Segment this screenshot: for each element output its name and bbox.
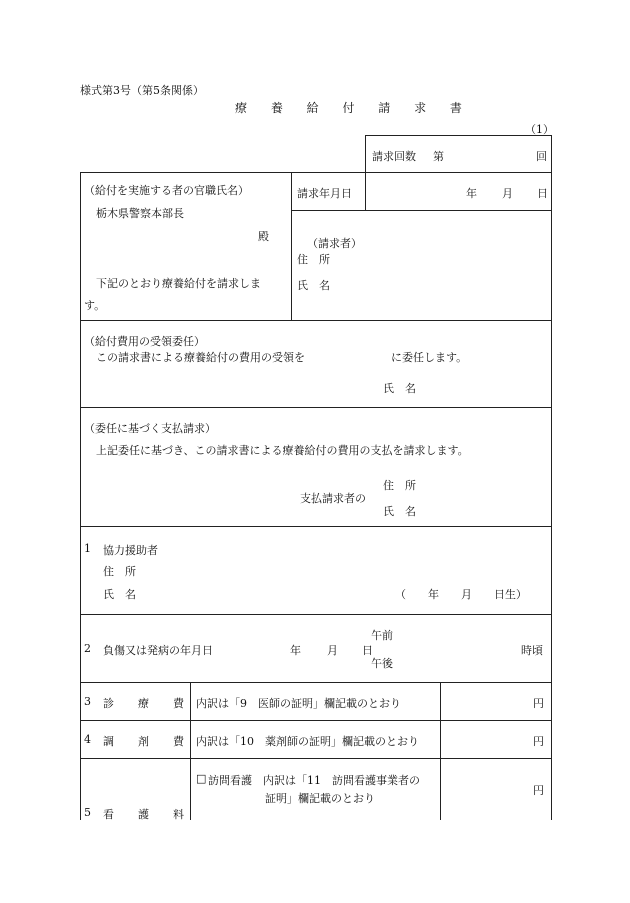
border-date-bottom bbox=[291, 210, 551, 211]
delegation-heading: （給付費用の受領委任） bbox=[84, 335, 205, 348]
claim-date-day: 日 bbox=[537, 187, 548, 200]
section1-name-label: 氏 名 bbox=[103, 588, 136, 601]
recipient-name: 栃木県警察本部長 bbox=[96, 207, 184, 220]
section2-time: 時頃 bbox=[521, 644, 543, 657]
payment-name-label: 氏 名 bbox=[383, 505, 416, 518]
section5-detail-line2: 証明」欄記載のとおり bbox=[265, 792, 375, 805]
border-payment-bottom bbox=[80, 526, 551, 527]
section5-label: 看 護 料 bbox=[103, 808, 184, 821]
request-line-1: 下記のとおり療養給付を請求しま bbox=[96, 277, 261, 290]
border-top-claim-count bbox=[365, 135, 551, 136]
claim-count-prefix: 第 bbox=[433, 150, 444, 163]
section2-day: 日 bbox=[362, 644, 373, 657]
section2-month: 月 bbox=[327, 644, 338, 657]
claim-count-suffix: 回 bbox=[536, 150, 547, 163]
payment-heading: （委任に基づく支払請求） bbox=[84, 422, 216, 435]
row4-unit: 円 bbox=[533, 735, 544, 748]
row4-number: 4 bbox=[84, 733, 91, 746]
request-line-2: す。 bbox=[84, 299, 106, 312]
section2-am: 午前 bbox=[371, 629, 393, 642]
row3-unit: 円 bbox=[533, 697, 544, 710]
delegation-text-after: に委任します。 bbox=[391, 351, 468, 364]
section5-number: 5 bbox=[84, 806, 91, 819]
section2-label: 負傷又は発病の年月日 bbox=[103, 644, 213, 657]
payment-text: 上記委任に基づき、この請求書による療養給付の費用の支払を請求します。 bbox=[96, 444, 469, 457]
recipient-honorific: 殿 bbox=[258, 230, 269, 243]
section1-address-label: 住 所 bbox=[103, 565, 136, 578]
section5-checkbox[interactable]: □ bbox=[196, 772, 207, 785]
delegation-name-label: 氏 名 bbox=[383, 382, 416, 395]
claimant-address-label: 住 所 bbox=[297, 253, 330, 266]
border-left bbox=[80, 172, 81, 820]
section1-label: 協力援助者 bbox=[103, 544, 158, 557]
border-row4-bottom bbox=[80, 758, 551, 759]
row3-label: 診 療 費 bbox=[103, 697, 184, 710]
border-label-col bbox=[190, 682, 191, 820]
payment-address-label: 住 所 bbox=[383, 479, 416, 492]
row3-detail: 内訳は「9 医師の証明」欄記載のとおり bbox=[196, 697, 401, 710]
claim-date-month: 月 bbox=[502, 187, 513, 200]
section1-birth: （ 年 月 日生） bbox=[395, 588, 527, 601]
border-main-top bbox=[80, 172, 551, 173]
claim-count-label: 請求回数 bbox=[372, 150, 416, 163]
payment-payer-label: 支払請求者の bbox=[300, 492, 366, 505]
claim-date-year: 年 bbox=[466, 187, 477, 200]
border-mid-date bbox=[365, 135, 366, 210]
border-right bbox=[551, 135, 552, 820]
row3-number: 3 bbox=[84, 695, 91, 708]
form-title: 療 養 給 付 請 求 書 bbox=[235, 101, 472, 115]
section2-number: 2 bbox=[84, 642, 91, 655]
delegation-text-before: この請求書による療養給付の費用の受領を bbox=[96, 351, 305, 364]
border-row3-bottom bbox=[80, 720, 551, 721]
claim-date-label: 請求年月日 bbox=[297, 187, 352, 200]
claimant-heading: （請求者） bbox=[307, 237, 362, 250]
row4-detail: 内訳は「10 薬剤師の証明」欄記載のとおり bbox=[196, 735, 419, 748]
section1-number: 1 bbox=[84, 542, 91, 555]
border-delegation-bottom bbox=[80, 407, 551, 408]
section5-detail-line1: 訪問看護 内訳は「11 訪問看護事業者の bbox=[208, 774, 420, 787]
section2-year: 年 bbox=[290, 644, 301, 657]
border-recipient-bottom bbox=[80, 320, 551, 321]
row4-label: 調 剤 費 bbox=[103, 735, 184, 748]
recipient-heading: （給付を実施する者の官職氏名） bbox=[84, 184, 249, 197]
section5-unit: 円 bbox=[533, 784, 544, 797]
page-number: （1） bbox=[525, 123, 554, 136]
border-section1-bottom bbox=[80, 614, 551, 615]
form-code: 様式第3号（第5条関係） bbox=[80, 84, 204, 97]
border-mid-recipient bbox=[291, 172, 292, 320]
border-section2-bottom bbox=[80, 682, 551, 683]
section2-pm: 午後 bbox=[371, 657, 393, 670]
border-amount-col bbox=[440, 682, 441, 820]
claimant-name-label: 氏 名 bbox=[297, 279, 330, 292]
